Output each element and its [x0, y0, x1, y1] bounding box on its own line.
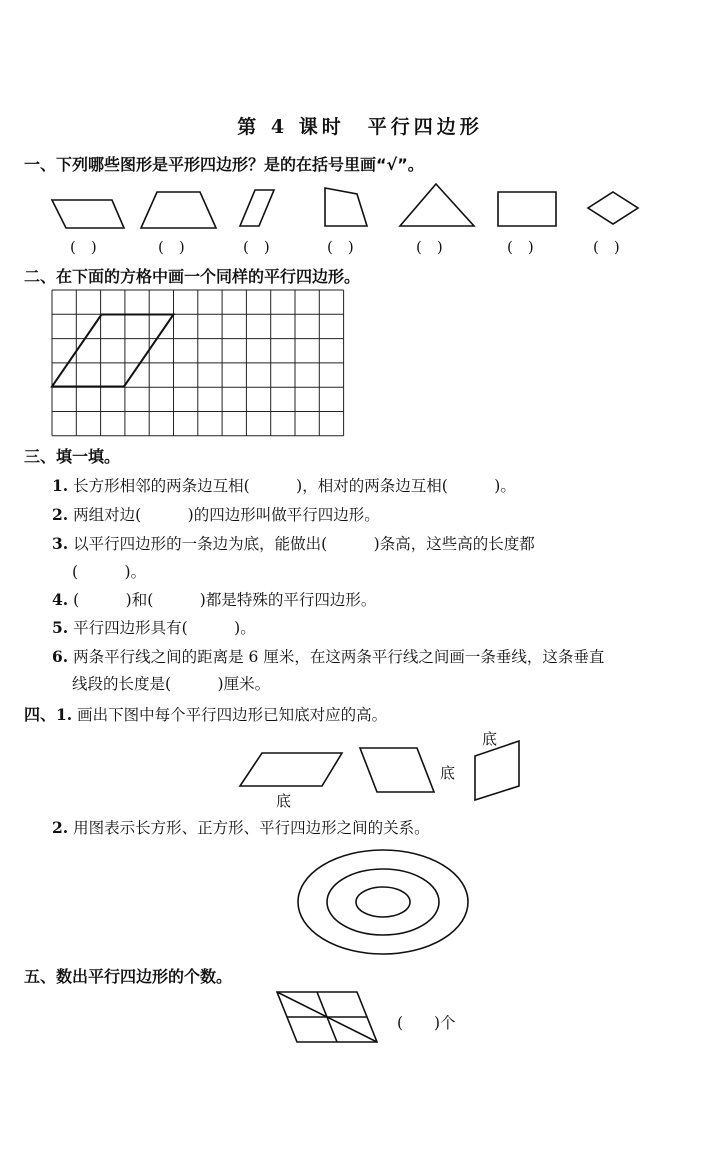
fill-item-1 [52, 474, 516, 496]
middle-ellipse [327, 869, 439, 935]
section4-q1 [24, 702, 387, 725]
answer-paren-3[interactable]: ( ) [243, 238, 270, 256]
count-figure [0, 986, 720, 1056]
fill-item-text: 线段的长度是( )厘米。 [72, 675, 271, 693]
section4-q1-text: 画出下图中每个平行四边形已知底对应的高。 [77, 706, 388, 724]
section4-q1-num: 1. [56, 705, 73, 724]
fill-item-text: ( )和( )都是特殊的平行四边形。 [73, 591, 377, 609]
inner-ellipse [356, 887, 410, 917]
fill-item-num: 1. [52, 476, 69, 495]
answer-paren-1[interactable]: ( ) [70, 238, 97, 256]
parallelogram-c [475, 741, 519, 800]
fill-item-text: 以平行四边形的一条边为底，能做出( )条高，这些高的长度都 [73, 535, 535, 553]
fill-item-text: 两条平行线之间的距离是 6 厘米，在这两条平行线之间画一条垂线，这条垂直 [73, 648, 605, 666]
shape-trapezoid-right [325, 188, 367, 226]
shape-trapezoid-1 [141, 192, 216, 228]
section2-heading: 二、在下面的方格中画一个同样的平行四边形。 [24, 267, 361, 286]
drawing-grid[interactable] [52, 290, 352, 440]
answer-paren-4[interactable]: ( ) [327, 238, 354, 256]
shape-rectangle [498, 192, 556, 226]
fill-item-2 [52, 503, 380, 525]
answer-paren-7[interactable]: ( ) [593, 238, 620, 256]
answer-paren-5[interactable]: ( ) [416, 238, 443, 256]
fill-item-5 [52, 616, 256, 638]
section4-q2-num: 2. [52, 818, 69, 837]
section4-parallelograms[interactable] [0, 724, 720, 814]
shape-triangle [400, 184, 474, 226]
parallelogram-a [240, 753, 342, 786]
fill-item-text: ( )。 [72, 563, 147, 581]
answer-paren-6[interactable]: ( ) [507, 238, 534, 256]
fill-item-num: 5. [52, 618, 69, 637]
fill-item-num: 3. [52, 534, 69, 553]
fill-item-text: 两组对边( )的四边形叫做平行四边形。 [73, 506, 380, 524]
fill-item-6 [52, 645, 604, 667]
outer-ellipse [298, 850, 468, 954]
count-answer[interactable]: ( )个 [397, 1014, 456, 1032]
section5-heading: 五、数出平行四边形的个数。 [24, 967, 233, 986]
fill-item-num: 6. [52, 647, 69, 666]
sample-parallelogram [52, 315, 174, 387]
fill-item-num: 2. [52, 505, 69, 524]
section4-heading-prefix: 四、 [24, 705, 57, 724]
fill-item-6-cont [72, 672, 270, 694]
fill-item-3-cont [72, 560, 146, 582]
section4-q2-text: 用图表示长方形、正方形、平行四边形之间的关系。 [73, 819, 430, 837]
fill-item-3 [52, 532, 535, 554]
section4-q2 [52, 816, 430, 838]
shape-rhombus [588, 192, 638, 224]
relation-diagram [0, 844, 720, 964]
section3-heading: 三、填一填。 [24, 447, 121, 466]
shape-parallelogram-2 [240, 190, 274, 226]
section1-heading: 一、下列哪些图形是平形四边形？是的在括号里画“√”。 [24, 155, 424, 174]
fill-item-num: 4. [52, 590, 69, 609]
fill-item-text: 平行四边形具有( )。 [73, 619, 256, 637]
page-title: 第 4 课时 平行四边形 [237, 116, 483, 138]
base-label-c: 底 [482, 730, 498, 748]
answer-paren-2[interactable]: ( ) [158, 238, 185, 256]
fill-item-text: 长方形相邻的两条边互相( )，相对的两条边互相( )。 [73, 477, 516, 495]
base-label-b: 底 [440, 764, 456, 782]
fill-item-4 [52, 588, 376, 610]
base-label-a: 底 [276, 792, 292, 810]
parallelogram-b [360, 748, 434, 792]
shape-parallelogram-1 [52, 200, 124, 228]
